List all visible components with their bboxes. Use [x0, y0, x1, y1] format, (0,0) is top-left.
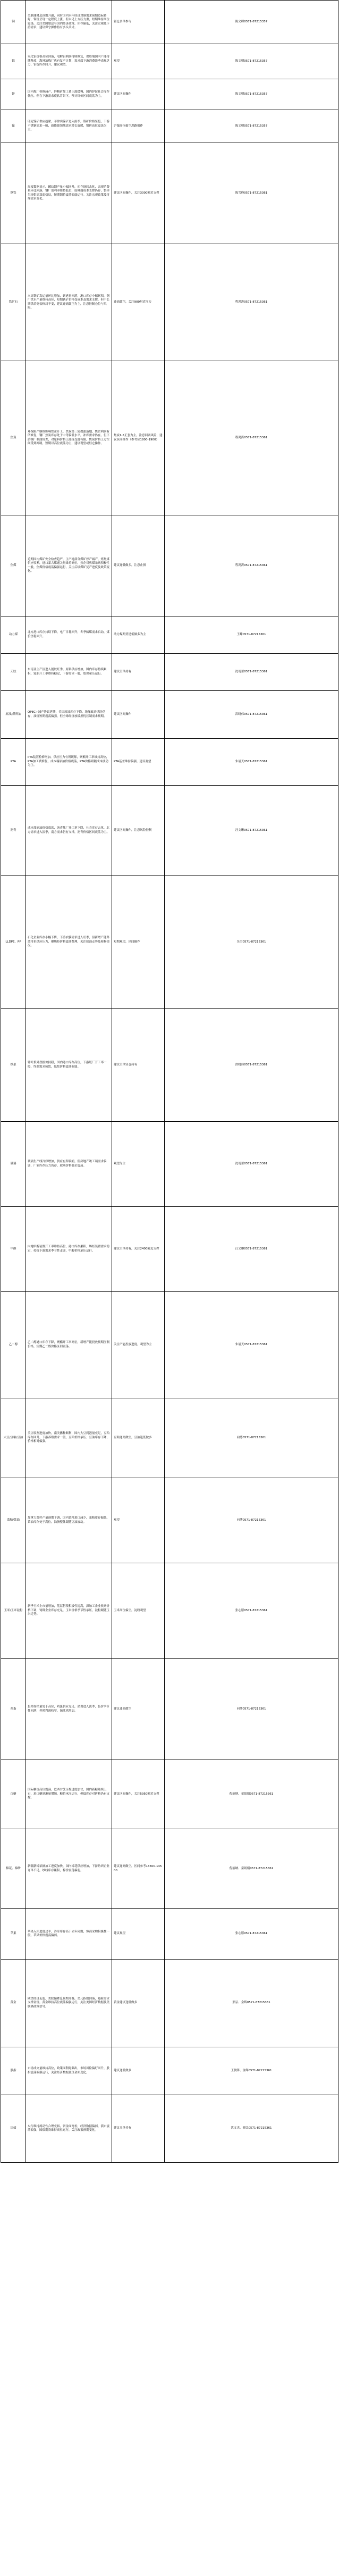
market-view: 针叶浆外盘报价持稳，国内港口库存高位，下游纸厂开工率一般，终端需求疲软，纸浆价格震荡偏弱。 — [28, 1061, 107, 1069]
market-view-cell — [26, 1829, 112, 1909]
analyst-contact-cell — [165, 110, 338, 143]
trading-strategy-cell — [112, 2047, 165, 2095]
market-view: 国际糖价高位震荡，巴西甘蔗压榨进度加快，国内新糖陆续上市，进口糖到港量增加，糖价承压运行，但低库存对价格仍有支撑。 — [28, 1788, 110, 1800]
market-view: 欧美经济走弱，美联储降息预期升温，美元指数回落，避险需求支撑金价，黄金维持高位震荡偏强运行，关注美国经济数据及美联储政策信号。 — [28, 1997, 110, 2008]
trading-strategy: 建议逢高做空 — [114, 1707, 132, 1711]
analyst-contact-cell — [165, 691, 338, 739]
commodity-name-cell — [1, 1960, 26, 2047]
trading-strategy: 动力煤期货逢低做多为主 — [114, 632, 146, 636]
table-row — [1, 876, 338, 1009]
commodity-name-cell — [1, 244, 26, 361]
commodity-name: 焦煤 — [10, 563, 16, 567]
commodity-name-cell — [1, 1563, 26, 1659]
trading-strategy: 建议观望 — [114, 1932, 126, 1936]
commodity-name: 动力煤 — [9, 632, 18, 636]
table-row — [1, 1009, 338, 1122]
analyst-contact: 程鸿涛0571-87215361 — [235, 300, 268, 304]
trading-strategy: 建议区间操作，注意风险控制 — [114, 828, 152, 832]
table-row — [1, 44, 338, 79]
trading-strategy: 建议逢高做空，区间参考13500-14500 — [114, 1865, 162, 1872]
trading-strategy-cell — [112, 739, 165, 786]
table-row — [1, 1122, 338, 1207]
commodity-name-cell — [1, 1122, 26, 1207]
analyst-contact: 倪丽纳、童娟娟0571-87215361 — [229, 1866, 274, 1870]
analyst-contact: 汪文琳0571-87215361 — [235, 828, 268, 832]
trading-strategy: 观望 — [114, 59, 120, 63]
market-view-cell — [26, 79, 112, 110]
commodity-name-cell — [1, 786, 26, 876]
market-view: PTA装置检修增加，供应压力有所缓解，聚酯开工率维持高位，PTA加工费修复，成本端原油价格震荡，PTA价格跟随成本波动为主。 — [28, 756, 109, 768]
commodity-name: 钢铁 — [10, 191, 16, 195]
commodity-name: 国债 — [10, 2127, 16, 2130]
commodity-name-cell — [1, 654, 26, 691]
analyst-contact-cell — [165, 2047, 338, 2095]
trading-strategy-cell — [112, 1563, 165, 1659]
table-row — [1, 1207, 338, 1292]
trading-strategy-cell — [112, 616, 165, 654]
commodity-name: 铁矿石 — [9, 300, 18, 304]
market-view-cell — [26, 1563, 112, 1659]
commodity-name-cell — [1, 79, 26, 110]
commodity-name-cell — [1, 1659, 26, 1760]
commodity-name: 天胶 — [10, 670, 16, 673]
market-view-cell — [26, 691, 112, 739]
analyst-contact-cell — [165, 1009, 338, 1122]
table-row — [1, 1760, 338, 1829]
trading-strategy-cell — [112, 244, 165, 361]
trading-strategy: 玉米高位偏空，淀粉观望 — [114, 1608, 146, 1612]
market-view-cell — [26, 1122, 112, 1207]
market-view: 加拿大菜籽产量预期下调，国内菜籽进口减少，菜粕库存偏低，菜油库存处于高位，油脂整体跟随豆油波动。 — [28, 1516, 110, 1524]
market-view-cell — [26, 616, 112, 654]
market-view: 周度数据显示，螺纹钢产量小幅回升，库存继续去化，表观消费量环比回落，钢厂盈利率维持低位，原料端成本支撑仍存，整体呈现供需双弱格局，短期钢价震荡偏弱运行。关注宏观政策及终端需求变化。 — [28, 185, 110, 201]
market-view-cell — [26, 1909, 112, 1960]
analyst-contact-cell — [165, 1122, 338, 1207]
commodity-strategy-table — [1, 0, 338, 2163]
market-view: 印尼镍矿供应趋紧，菲律宾镍矿进入雨季，镍矿价格坚挺，下游不锈钢需求一般，新能源领域需求增长放缓，镍价高位震荡为主。 — [28, 120, 110, 132]
analyst-contact: 陈雪峰0571-87215361 — [235, 191, 268, 195]
table-row — [1, 1398, 338, 1478]
trading-strategy: 建议逢低做多，注意止损 — [114, 563, 146, 567]
trading-strategy-cell — [112, 1909, 165, 1960]
commodity-name-cell — [1, 616, 26, 654]
analyst-contact-cell — [165, 1760, 338, 1829]
market-view: 近期国内煤矿安全检查趋严，主产地部分煤矿停产减产，炼焦煤供应收紧，进口蒙古煤通关量维持高位，焦企对焦煤采购积极性一般，焦煤价格震荡偏强运行，关注后续煤矿复产进度及政策变化。 — [28, 557, 110, 573]
analyst-contact: 倪丽纳、童娟娟0571-87215361 — [229, 1792, 274, 1796]
trading-strategy: 建议逢低做多 — [114, 2069, 132, 2072]
trading-strategy-cell — [112, 691, 165, 739]
market-view: 美豆收割进度加快，南美播种顺利，国内大豆到港量充足，豆粕库存回升，下游养殖需求一般，豆粕价格承压；豆油库存下降，价格相对偏强。 — [28, 1432, 110, 1444]
market-view: 美联储降息预期升温，同时国内末年经济对铜需求预期边际转好，铜价呈现一定程度上涨，但未见上方压力重，短期维持高位震荡，关注美国加息与国内经济政策。库存偏低，关注宏观及下游需求，建议保守操作持有多头头寸。 — [28, 14, 110, 29]
market-view-cell — [26, 2095, 112, 2163]
table-row — [1, 786, 338, 876]
commodity-name: 乙二醇 — [9, 1343, 18, 1346]
market-view: 成本端原油价格震荡，沥青炼厂开工率下降，社会库存去化，北方需求进入淡季，南方需求仍有支撑，沥青价格区间震荡为主。 — [28, 827, 110, 834]
analyst-contact: 邢弘、金辉0571-87215361 — [232, 2001, 270, 2005]
commodity-name-cell — [1, 1478, 26, 1563]
analyst-contact: 沈文杰、邢弘0571-87215361 — [231, 2127, 272, 2130]
trading-strategy-cell — [112, 1122, 165, 1207]
analyst-contact: 向博0571-87215361 — [236, 1436, 266, 1439]
table-row — [1, 2095, 338, 2163]
market-view: 市场成交量维持高位，政策面利好频出，市场风险偏好回升，股指震荡偏强运行，关注经济数据及资金面变化。 — [28, 2067, 110, 2074]
commodity-name-cell — [1, 2095, 26, 2163]
trading-strategy: 焦炭1-5正套为主，注意回调风险，建议区间操作（参考位1800-1900） — [114, 434, 163, 441]
market-view: 蛋鸡存栏量处于高位，鸡蛋供应充足，消费进入淡季，蛋价季节性回落，养殖利润收窄，淘汰鸡增加。 — [28, 1705, 110, 1713]
analyst-contact: 王俊锋、金辉0571-87215361 — [231, 2069, 272, 2072]
market-view-cell — [26, 1, 112, 44]
commodity-name: 锌 — [12, 92, 15, 96]
table-row — [1, 515, 338, 616]
commodity-name: 白糖 — [10, 1792, 16, 1796]
analyst-contact: 程鸿涛0571-87215361 — [235, 563, 268, 567]
analyst-contact-cell — [165, 1659, 338, 1760]
analyst-contact-cell — [165, 1398, 338, 1478]
commodity-name-cell — [1, 1829, 26, 1909]
commodity-name: 黄金 — [10, 2001, 16, 2005]
commodity-name-cell — [1, 515, 26, 616]
commodity-name-cell — [1, 44, 26, 79]
commodity-name-cell — [1, 876, 26, 1009]
market-view-cell — [26, 1760, 112, 1829]
table-row — [1, 616, 338, 654]
table-row — [1, 143, 338, 244]
trading-strategy: 建议区间操作，关注5950附近支撑 — [114, 1792, 159, 1796]
commodity-name-cell — [1, 739, 26, 786]
analyst-contact-cell — [165, 786, 338, 876]
commodity-name-cell — [1, 1, 26, 44]
analyst-contact-cell — [165, 515, 338, 616]
trading-strategy-cell — [112, 654, 165, 691]
commodity-name-cell — [1, 143, 26, 244]
commodity-name: 玉米/玉米淀粉 — [4, 1608, 23, 1612]
table-row — [1, 244, 338, 361]
trading-strategy: 建议多单持有 — [114, 2127, 132, 2130]
commodity-name: 铝 — [12, 59, 15, 63]
table-row — [1, 110, 338, 143]
trading-strategy-cell — [112, 1960, 165, 2047]
trading-strategy-cell — [112, 110, 165, 143]
analyst-contact-cell — [165, 79, 338, 110]
analyst-contact: 汪文琳0571-87215361 — [235, 1247, 268, 1251]
table-row — [1, 1, 338, 44]
market-view-cell — [26, 1207, 112, 1292]
trading-strategy: 逢高做空，关注900附近压力 — [114, 300, 151, 304]
table-row — [1, 1563, 338, 1659]
analyst-contact-cell — [165, 143, 338, 244]
table-row — [1, 1659, 338, 1760]
trading-strategy: 建议区间操作 — [114, 712, 132, 716]
market-view-cell — [26, 786, 112, 876]
analyst-contact: 张心愿0571-87215361 — [235, 1608, 268, 1612]
commodity-name-cell — [1, 691, 26, 739]
table-row — [1, 739, 338, 786]
trading-strategy-cell — [112, 1760, 165, 1829]
analyst-contact-cell — [165, 244, 338, 361]
analyst-contact: 向博0571-87215361 — [236, 1707, 266, 1711]
market-view: 石化企业库存小幅下降，下游农膜需求进入旺季，但新增产能释放带来供应压力，聚烯烃价格震荡整理，关注原油走势及检修情况。 — [28, 936, 110, 948]
table-row — [1, 1478, 338, 1563]
commodity-name-cell — [1, 1207, 26, 1292]
analyst-contact: 陈文卿0571-87215357 — [235, 124, 268, 128]
trading-strategy-cell — [112, 1009, 165, 1122]
commodity-name-cell — [1, 1909, 26, 1960]
trading-strategy: 建议空单持有 — [114, 670, 132, 673]
table-row — [1, 79, 338, 110]
market-view-cell — [26, 1478, 112, 1563]
commodity-name: LLDPE、PP — [5, 940, 21, 944]
table-row — [1, 691, 338, 739]
trading-strategy: 轻仓多单参与 — [114, 20, 132, 23]
analyst-contact-cell — [165, 361, 338, 515]
market-view-cell — [26, 2047, 112, 2095]
analyst-contact-cell — [165, 739, 338, 786]
trading-strategy: 观望 — [114, 1518, 120, 1522]
analyst-contact: 陈文卿0571-87215357 — [235, 20, 268, 23]
market-view: 玻璃生产线冷修增加，供应有所收缩，但房地产竣工端需求偏弱，厂家库存压力仍存，玻璃价格低位震荡。 — [28, 1160, 107, 1168]
commodity-name: 原油/燃料油 — [5, 712, 21, 716]
table-row — [1, 361, 338, 515]
analyst-contact: 朱展天0571-87215361 — [235, 1343, 268, 1346]
trading-strategy: PTA基差维持偏强，建议观望 — [114, 760, 151, 763]
trading-strategy: 建议区间操作 — [114, 92, 132, 96]
commodity-name: 纸浆 — [10, 1063, 16, 1066]
table-row — [1, 654, 338, 691]
trading-strategy-cell — [112, 143, 165, 244]
analyst-contact-cell — [165, 1478, 338, 1563]
commodity-name-cell — [1, 1398, 26, 1478]
analyst-contact-cell — [165, 1, 338, 44]
trading-strategy-cell — [112, 79, 165, 110]
commodity-name: 焦炭 — [10, 436, 16, 439]
analyst-contact-cell — [165, 1829, 338, 1909]
trading-strategy: 沪镍高位偏空思路操作 — [114, 124, 143, 128]
commodity-name: 甲醇 — [10, 1247, 16, 1251]
trading-strategy-cell — [112, 876, 165, 1009]
market-view-cell — [26, 110, 112, 143]
analyst-contact-cell — [165, 616, 338, 654]
market-view-cell — [26, 739, 112, 786]
analyst-contact: 吴雪0571-87215361 — [236, 940, 266, 944]
market-view-cell — [26, 44, 112, 79]
market-view: 苹果入库进度过半，冷库库存高于去年同期，客商采购积极性一般，苹果价格震荡偏弱。 — [28, 1930, 110, 1937]
commodity-name: 鸡蛋 — [10, 1707, 16, 1711]
market-view: OPEC+减产协议延续，美国原油库存下降，地缘政治风险仍存，油价短期震荡偏强，但全球经济放缓担忧压制需求预期。 — [28, 711, 107, 718]
market-view-cell — [26, 244, 112, 361]
market-view-cell — [26, 1659, 112, 1760]
commodity-name: 镍 — [12, 124, 15, 128]
market-view: 新疆新棉采摘加工进度加快，国内棉花供应增加，下游纺织企业订单不足，纱线库存累积，棉价震荡偏弱。 — [28, 1865, 110, 1872]
market-view: 央行维持流动性合理充裕，资金面宽松，经济数据偏弱，债市震荡偏强，国债期货维持高位运行，关注政策预期变化。 — [28, 2124, 110, 2132]
commodity-name: 股指 — [10, 2069, 16, 2072]
trading-strategy: 豆粕逢高做空，豆油逢低做多 — [114, 1436, 152, 1439]
trading-strategy: 关注产能投放进度，观望为主 — [114, 1343, 152, 1346]
market-view: 环保限产继续影响焦企开工，焦炭第三轮提涨落地，焦企利润有所修复，钢厂焦炭库存处于中等偏低水平，补库需求仍在。但下游钢厂利润较差，对原料价格上涨接受度有限，焦炭价格上方空间受到抑制，短期以高位震荡为主，建议观望或轻仓操作。 — [28, 430, 110, 445]
trading-strategy-cell — [112, 786, 165, 876]
analyst-contact: 沈靖蕾0571-87215361 — [235, 670, 268, 673]
trading-strategy-cell — [112, 1478, 165, 1563]
trading-strategy-cell — [112, 1207, 165, 1292]
trading-strategy: 建议空单持有，关注2400附近支撑 — [114, 1247, 159, 1251]
trading-strategy: 建议区间操作，关注3000附近支撑 — [114, 191, 159, 195]
analyst-contact-cell — [165, 1207, 338, 1292]
analyst-contact: 洪晓伟0571-87215361 — [235, 712, 268, 716]
analyst-contact-cell — [165, 1960, 338, 2047]
market-view-cell — [26, 1009, 112, 1122]
commodity-name: 苹果 — [10, 1932, 16, 1936]
market-view: 东南亚主产区进入割胶旺季，原料供应增加，国内库存持续累积，轮胎开工率维持稳定，下游需求一般，胶价承压运行。 — [28, 668, 107, 676]
analyst-contact-cell — [165, 1563, 338, 1659]
analyst-contact: 程鸿涛0571-87215361 — [235, 436, 268, 439]
market-view-cell — [26, 1398, 112, 1478]
trading-strategy: 短期观望，区间操作 — [114, 940, 140, 944]
market-view: 内地甲醇装置开工率维持高位，港口库存累积，烯烃装置需求稳定，传统下游需求季节性走弱，甲醇价格承压运行。 — [28, 1245, 110, 1253]
trading-strategy-cell — [112, 1829, 165, 1909]
commodity-name-cell — [1, 1760, 26, 1829]
analyst-contact: 陈文卿0571-87215357 — [235, 92, 268, 96]
analyst-contact: 陈文卿0571-87215357 — [235, 59, 268, 63]
commodity-name: PTA — [10, 760, 16, 763]
analyst-contact: 沈靖蕾0571-87215361 — [235, 1162, 268, 1165]
market-view-cell — [26, 1292, 112, 1398]
table-row — [1, 2047, 338, 2095]
analyst-contact: 朱展天0571-87215361 — [235, 760, 268, 763]
market-view-cell — [26, 515, 112, 616]
market-view: 国内炼厂检修减产，锌精矿加工费上涨缓慢，国内锌锭社会库存低位，但在下游需求疲软背景下，预计锌价区间震荡为主。 — [28, 90, 110, 98]
commodity-name: 大豆/豆粕/豆油 — [3, 1436, 23, 1439]
trading-strategy-cell — [112, 1292, 165, 1398]
trading-strategy-cell — [112, 2095, 165, 2163]
market-view-cell — [26, 654, 112, 691]
trading-strategy: 黄金建议逢低做多 — [114, 2001, 138, 2005]
market-view-cell — [26, 143, 112, 244]
trading-strategy-cell — [112, 1, 165, 44]
market-view-cell — [26, 1960, 112, 2047]
commodity-name-cell — [1, 361, 26, 515]
market-view: 氧化铝价格高位回落，电解铝利润持续修复，供给端国内产能持续释放，海外冶炼厂也有复产计划，需求端下游消费淡季表现乏力，铝锭库存回升，建议观望。 — [28, 55, 110, 67]
commodity-name-cell — [1, 2047, 26, 2095]
table-row — [1, 1909, 338, 1960]
table-row — [1, 1292, 338, 1398]
trading-strategy: 观望为主 — [114, 1162, 126, 1165]
commodity-name-cell — [1, 1009, 26, 1122]
trading-strategy-cell — [112, 361, 165, 515]
analyst-contact-cell — [165, 44, 338, 79]
trading-strategy-cell — [112, 1659, 165, 1760]
analyst-contact: 张心愿0571-87215361 — [235, 1932, 268, 1936]
commodity-name-cell — [1, 110, 26, 143]
trading-strategy-cell — [112, 44, 165, 79]
trading-strategy-cell — [112, 1398, 165, 1478]
analyst-contact-cell — [165, 2095, 338, 2163]
market-view: 北方港口库存持续下降，电厂日耗回升，冬季储煤需求启动，煤价企稳回升。 — [28, 631, 110, 638]
analyst-contact-cell — [165, 1909, 338, 1960]
market-view: 乙二醇港口库存下降，聚酯开工率高位，新增产能投放预期压制价格，短期乙二醇价格区间震荡。 — [28, 1341, 110, 1348]
analyst-contact-cell — [165, 1292, 338, 1398]
analyst-contact: 向博0571-87215361 — [236, 1518, 266, 1522]
table-row — [1, 1829, 338, 1909]
market-view-cell — [26, 361, 112, 515]
analyst-contact-cell — [165, 876, 338, 1009]
trading-strategy-cell — [112, 515, 165, 616]
market-view-cell — [26, 876, 112, 1009]
analyst-contact: 洪晓伟0571-87215361 — [235, 1063, 268, 1066]
commodity-name-cell — [1, 1292, 26, 1398]
commodity-name: 棉花、棉纱 — [6, 1866, 21, 1870]
commodity-name: 玻璃 — [10, 1162, 16, 1165]
market-view: 本周铁矿发运量环比增加，到港量回落，港口库存小幅累积，钢厂铁水产量维持高位，短期铁矿价格受成本及需求支撑，但中长期供给宽松格局不变，建议逢高做空为主，注意控制仓位与风险。 — [28, 294, 110, 310]
commodity-name: 沥青 — [10, 828, 16, 832]
commodity-name: 铜 — [12, 20, 15, 23]
analyst-contact: 王峰0571-87215361 — [236, 632, 266, 636]
market-view: 新季玉米上市量增加，基层售粮积极性提高，深加工企业收购价格下调，饲料企业库存充足，玉米价格季节性承压，淀粉跟随玉米走势。 — [28, 1605, 110, 1616]
table-row — [1, 1960, 338, 2047]
analyst-contact-cell — [165, 654, 338, 691]
commodity-name: 菜粕/菜油 — [7, 1518, 20, 1522]
trading-strategy: 建议空单轻仓持有 — [114, 1063, 138, 1066]
